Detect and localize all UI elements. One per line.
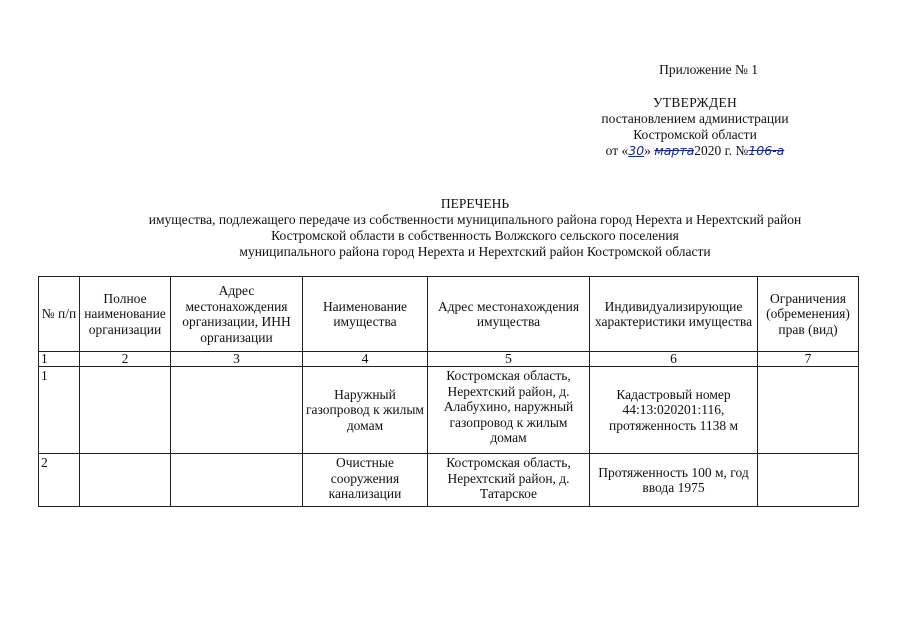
- column-number: 7: [758, 352, 859, 367]
- title-line-1: имущества, подлежащего передаче из собственности муниципального района город Нерехта и Нерехтский район: [148, 212, 802, 227]
- header-cell: Адрес местонахождения организации, ИНН организации: [171, 277, 303, 352]
- date-mid: »: [644, 143, 655, 158]
- row-number: 1: [39, 367, 80, 454]
- header-cell: Индивидуализирующие характеристики имущества: [590, 277, 758, 352]
- approval-date-line: [560, 143, 830, 159]
- column-number: 5: [428, 352, 590, 367]
- document-title: [80, 196, 870, 260]
- property-table: [38, 276, 859, 507]
- row-number: 2: [39, 454, 80, 507]
- characteristics-cell: Протяженность 100 м, год ввода 1975: [590, 454, 758, 507]
- restrictions-cell: [758, 367, 859, 454]
- handwritten-day: 30: [628, 143, 645, 158]
- approval-line-1: постановлением администрации: [601, 111, 789, 126]
- approved-label: УТВЕРЖДЕН: [652, 95, 738, 110]
- column-number-row: [39, 352, 859, 367]
- org-address-cell: [171, 454, 303, 507]
- property-name-cell: Наружный газопровод к жилым домам: [303, 367, 428, 454]
- title-heading: ПЕРЕЧЕНЬ: [440, 196, 510, 211]
- org-name-cell: [80, 454, 171, 507]
- approval-line-2: Костромской области: [633, 127, 757, 142]
- header-cell: Адрес местонахождения имущества: [428, 277, 590, 352]
- title-line-3: муниципального района город Нерехта и Нерехтский район Костромской области: [239, 244, 711, 259]
- property-address-cell: Костромская область, Нерехтский район, д. Татарское: [428, 454, 590, 507]
- column-number: 1: [39, 352, 80, 367]
- header-cell: Ограничения (обременения) прав (вид): [758, 277, 859, 352]
- header-cell: Полное наименование организации: [80, 277, 171, 352]
- table-header-row: [39, 277, 859, 352]
- property-name-cell: Очистные сооружения канализации: [303, 454, 428, 507]
- handwritten-month: марта: [654, 143, 695, 158]
- title-line-2: Костромской области в собственность Волжского сельского поселения: [271, 228, 679, 243]
- handwritten-number: 106-а: [748, 143, 785, 158]
- approval-block: [560, 62, 830, 159]
- characteristics-cell: Кадастровый номер 44:13:020201:116, протяженность 1138 м: [590, 367, 758, 454]
- restrictions-cell: [758, 454, 859, 507]
- date-prefix: от «: [605, 143, 629, 158]
- date-year: 2020 г. №: [694, 143, 749, 158]
- org-name-cell: [80, 367, 171, 454]
- org-address-cell: [171, 367, 303, 454]
- column-number: 2: [80, 352, 171, 367]
- property-address-cell: Костромская область, Нерехтский район, д. Алабухино, наружный газопровод к жилым домам: [428, 367, 590, 454]
- column-number: 3: [171, 352, 303, 367]
- table-row: [39, 367, 859, 454]
- column-number: 6: [590, 352, 758, 367]
- header-cell: № п/п: [39, 277, 80, 352]
- column-number: 4: [303, 352, 428, 367]
- table-row: [39, 454, 859, 507]
- header-cell: Наименование имущества: [303, 277, 428, 352]
- annex-label: Приложение № 1: [659, 62, 758, 77]
